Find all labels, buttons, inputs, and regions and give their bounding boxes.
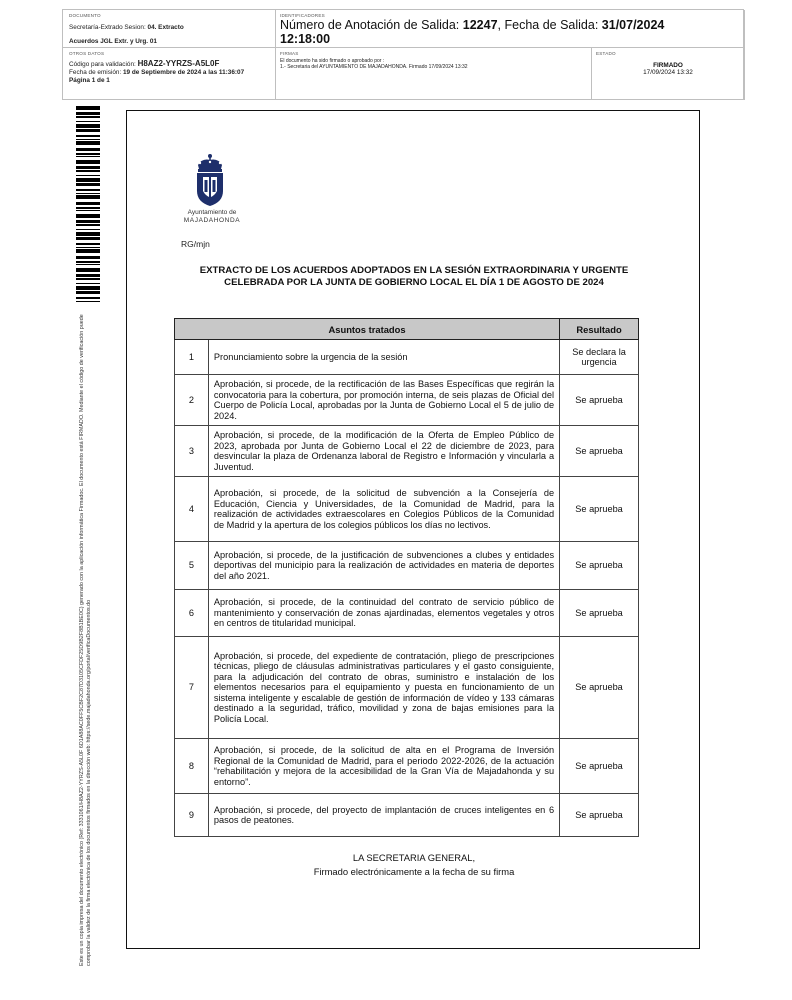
identificadores-label: IDENTIFICADORES (280, 13, 325, 18)
table-row (175, 477, 639, 542)
fecha-salida: 31/07/2024 (601, 18, 665, 32)
row-asunto: Aprobación, si procede, de la justificación de subvenciones a clubes y entidades deportivas del municipio para la realización de actividades en materia de deportes del año 2021. (208, 542, 559, 590)
barcode-bar (76, 256, 100, 259)
hora-salida: 12:18:00 (280, 32, 331, 46)
barcode-bar (76, 286, 100, 290)
estado-cell (592, 48, 745, 100)
row-asunto: Aprobación, si procede, del proyecto de implantación de cruces inteligentes en 6 pasos de peatones. (208, 794, 559, 837)
barcode-bar (76, 153, 100, 155)
crown-shield-icon (194, 153, 226, 207)
table-row (175, 739, 639, 794)
row-asunto: Aprobación, si procede, de la solicitud de subvención a la Consejería de Educación, Ciencia y Universidades, de la Comunidad de Madrid, para la realización de actividades extraescolares en Colegios Públicos de la Comunidad de Madrid y la apertura de los colegios públicos los días no lectivos. (208, 477, 559, 542)
row-resultado: Se aprueba (560, 477, 639, 542)
barcode-bar (76, 129, 100, 132)
row-resultado: Se aprueba (560, 375, 639, 426)
row-number: 9 (175, 794, 209, 837)
barcode-bar (76, 224, 100, 226)
barcode-bar (76, 232, 100, 236)
barcode-bar (76, 106, 100, 110)
row-asunto: Aprobación, si procede, de la continuidad del contrato de servicio público de mantenimiento y conservación de zonas ajardinadas, elementos vegetales y otros en centros de titularidad municipal. (208, 590, 559, 637)
row-asunto: Aprobación, si procede, de la rectificación de las Bases Específicas que regirán la convocatoria para la cobertura, por promoción interna, de seis plazas de Oficial del Cuerpo de Policía Local, aprobadas por la Junta de Gobierno Local el 5 de julio de 2024. (208, 375, 559, 426)
row-number: 2 (175, 375, 209, 426)
row-number: 7 (175, 637, 209, 739)
barcode-bar (76, 202, 100, 205)
codigo-validacion: Código para validación: H8AZ2-YYRZS-A5L0F (69, 59, 220, 68)
barcode-bar (76, 291, 100, 294)
barcode-bar (76, 121, 100, 122)
fecha-emision: Fecha de emisión: 19 de Septiembre de 2024 a las 11:36:07 (69, 69, 245, 76)
barcode-bar (76, 175, 100, 176)
logo-line2: MAJADAHONDA (183, 217, 241, 224)
barcode-bar (76, 139, 100, 140)
barcode-bar (76, 229, 100, 230)
firmas-line1: El documento ha sido firmado o aprobado por : (280, 58, 385, 64)
firmas-line2: 1.- Secretaria del AYUNTAMIENTO DE MAJADAHONDA. Firmado 17/09/2024 13:32 (280, 64, 468, 71)
barcode-bar (76, 264, 100, 265)
documento-cell (63, 10, 276, 48)
table-row (175, 426, 639, 477)
row-asunto: Pronunciamiento sobre la urgencia de la sesión (208, 340, 559, 375)
documento-line2: Acuerdos JGL Extr. y Urg. 01 (69, 38, 157, 45)
barcode-bar (76, 268, 100, 272)
signature-note: Firmado electrónicamente a la fecha de su firma (313, 866, 515, 877)
table-row (175, 340, 639, 375)
firmas-cell (276, 48, 592, 100)
barcode-bar (76, 116, 100, 118)
barcode-bar (76, 283, 100, 284)
barcode-bar (76, 166, 100, 169)
row-number: 6 (175, 590, 209, 637)
otros-datos-cell (63, 48, 276, 100)
table-header-row (175, 319, 639, 340)
row-asunto: Aprobación, si procede, de la modificación de la Oferta de Empleo Público de 2023, aprobada por Junta de Gobierno Local el 22 de diciembre de 2023, para desvincular la plaza de Ordenanza laboral de Registro e Información y vincularla a Juventud. (208, 426, 559, 477)
row-number: 5 (175, 542, 209, 590)
barcode-bar (76, 189, 100, 191)
documento-label: DOCUMENTO (69, 13, 101, 18)
barcode-bar (76, 247, 100, 248)
barcode-bar (76, 237, 100, 240)
barcode-bar (76, 243, 100, 245)
document-metadata-header (62, 9, 744, 100)
barcode-bar (76, 156, 100, 157)
row-resultado: Se aprueba (560, 794, 639, 837)
barcode-bar (76, 148, 100, 151)
barcode-bar (76, 183, 100, 186)
barcode-bar (76, 278, 100, 280)
table-row (175, 590, 639, 637)
codigo-value: H8AZ2-YYRZS-A5L0F (137, 59, 220, 68)
barcode-bar (76, 214, 100, 218)
barcode-bar (76, 124, 100, 128)
barcode-bar (76, 207, 100, 209)
header-asuntos: Asuntos tratados (175, 319, 560, 340)
row-asunto: Aprobación, si procede, de la solicitud de alta en el Programa de Inversión Regional de la Comunidad de Madrid, para el periodo 2022-2026, de la actuación “rehabilitación y mejora de la accesibilidad de la Gran Vía de Majadahonda y su entorno”. (208, 739, 559, 794)
barcode-bar (76, 112, 100, 115)
barcode-bar (76, 170, 100, 172)
row-asunto: Aprobación, si procede, del expediente de contratación, pliego de prescripciones técnicas, pliego de cláusulas administrativas particulares y el gasto consiguiente, para la adjudicación del contrato de obras, suministro e instalación de los elementos necesarios para el equipamiento y puesta en funcionamiento de un sistema inteligente y escalable de gestión de información de vídeo y 133 cámaras destinado a la seguridad, tráfico, movilidad y zona de bajas emisiones para la Policía Local. (208, 637, 559, 739)
barcode-bar (76, 141, 100, 145)
barcode-bar (76, 160, 100, 164)
table-row (175, 542, 639, 590)
barcode-bar (76, 249, 100, 253)
estado-fecha: 17/09/2024 13:32 (643, 69, 693, 76)
table-row (175, 794, 639, 837)
barcode-bar (76, 210, 100, 211)
row-resultado: Se aprueba (560, 426, 639, 477)
anotacion-salida: Número de Anotación de Salida: 12247, Fecha de Salida: 31/07/2024 (280, 18, 665, 32)
municipal-logo (178, 153, 242, 227)
row-number: 8 (175, 739, 209, 794)
barcode-bar (76, 297, 100, 299)
reference-initials: RG/mjn (181, 239, 210, 249)
agreements-table (174, 318, 639, 837)
row-number: 3 (175, 426, 209, 477)
barcode-bar (76, 135, 100, 137)
documento-line1: Secretaría-Extrado Sesion: 04. Extracto (69, 24, 184, 31)
identificadores-cell (276, 10, 745, 48)
verification-side-text: Este es un copia impresa del documento electrónico (Ref: 3331061/H8AZ2-YYRZS-A5L0F 6D1A88AC0FF5CBF2C87D3105CFDF25D9B2F8B1BE0C) generado con la aplicación informática Firmadoc. El documento está FIRMADO. Mediante el código de verificación puede comprobar la validez de la firma electrónica de los documentos firmados en la dirección web: https://sede.majadahonda.org/portal/verificaDocumentos.do (79, 314, 92, 966)
header-resultado: Resultado (560, 319, 639, 340)
estado-badge: FIRMADO (653, 62, 683, 69)
barcode-icon (76, 106, 100, 302)
row-resultado: Se aprueba (560, 637, 639, 739)
table-row (175, 375, 639, 426)
row-resultado: Se aprueba (560, 542, 639, 590)
firmas-label: FIRMAS (280, 51, 299, 56)
barcode-bar (76, 301, 100, 302)
row-resultado: Se declara la urgencia (560, 340, 639, 375)
logo-line1: Ayuntamiento de (187, 209, 237, 216)
otros-datos-label: OTROS DATOS (69, 51, 105, 56)
document-page (126, 110, 700, 949)
row-resultado: Se aprueba (560, 590, 639, 637)
row-number: 1 (175, 340, 209, 375)
barcode-bar (76, 193, 100, 194)
anotacion-number: 12247 (462, 18, 498, 32)
row-resultado: Se aprueba (560, 739, 639, 794)
barcode-bar (76, 178, 100, 182)
signature-title: LA SECRETARIA GENERAL, (352, 852, 476, 863)
barcode-bar (76, 261, 100, 263)
row-number: 4 (175, 477, 209, 542)
estado-label: ESTADO (596, 51, 616, 56)
pagina-indicator: Página 1 de 1 (69, 77, 110, 84)
page-title: EXTRACTO DE LOS ACUERDOS ADOPTADOS EN LA SESIÓN EXTRAORDINARIA Y URGENTE CELEBRADA POR LA JUNTA DE GOBIERNO LOCAL EL DÍA 1 DE AGOSTO DE 2024 (199, 265, 629, 289)
barcode-bar (76, 220, 100, 223)
barcode-bar (76, 195, 100, 199)
table-row (175, 637, 639, 739)
barcode-bar (76, 274, 100, 277)
